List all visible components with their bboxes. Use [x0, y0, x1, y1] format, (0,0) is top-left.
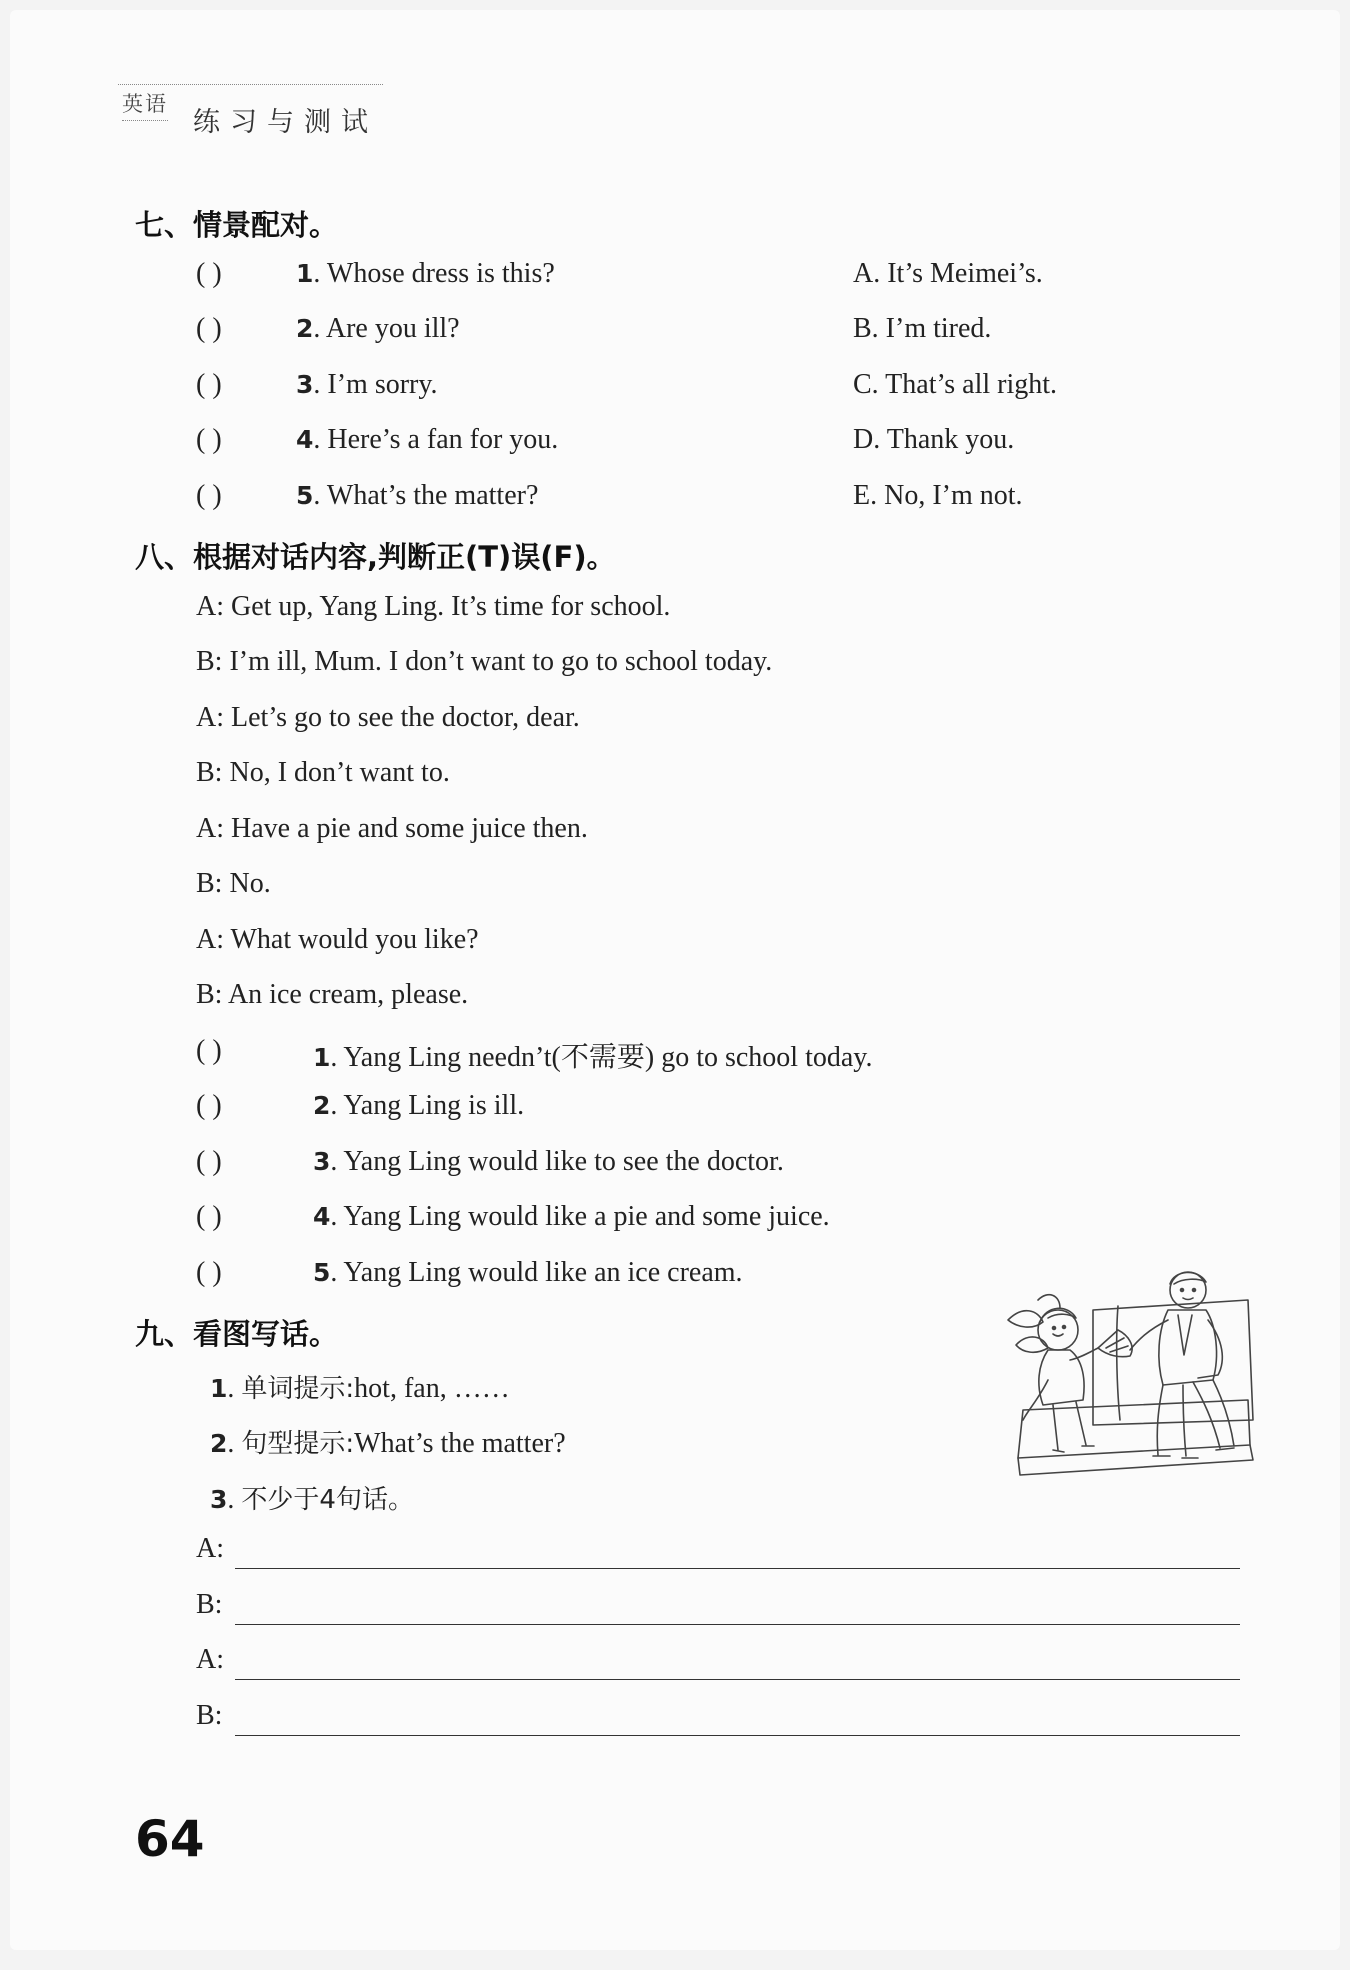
answer-line[interactable] [235, 1679, 1240, 1680]
speaker-label: B: [196, 868, 223, 899]
answer-option: B. I’m tired. [853, 313, 992, 344]
item-number: 1 [210, 1374, 228, 1403]
dialogue-text: I’m ill, Mum. I don’t want to go to school today. [229, 646, 773, 677]
statement-line: 4. Yang Ling would like a pie and some juice. [313, 1201, 830, 1232]
question-text: I’m sorry. [327, 369, 438, 400]
question-line: 4. Here’s a fan for you. [296, 424, 559, 455]
dialogue-line [196, 591, 670, 623]
statement-text: Yang Ling is ill. [343, 1090, 525, 1121]
speaker-label: A: [196, 924, 224, 955]
subject-label: 英语 [122, 88, 168, 121]
header-rule [118, 84, 383, 85]
question-text: What’s the matter? [326, 480, 539, 511]
answer-option: E. No, I’m not. [853, 480, 1023, 511]
speaker-label: B: [196, 646, 223, 677]
item-number: 2 [313, 1091, 331, 1120]
answer-blank[interactable]: ( ) [196, 258, 222, 289]
statement-line: 3. Yang Ling would like to see the doctor. [313, 1146, 784, 1177]
item-number: 1 [296, 259, 314, 288]
question-text: Here’s a fan for you. [327, 424, 559, 455]
item-number: 1 [313, 1043, 331, 1072]
hint-prefix: 句型提示: [241, 1429, 355, 1459]
item-number: 4 [296, 425, 314, 454]
question-text: Whose dress is this? [326, 258, 555, 289]
answer-blank[interactable]: ( ) [196, 313, 222, 344]
hint-prefix: 单词提示: [241, 1374, 355, 1404]
workbook-page [10, 10, 1340, 1950]
answer-line[interactable] [235, 1735, 1240, 1736]
answer-line[interactable] [235, 1624, 1240, 1625]
statement-text: Yang Ling would like to see the doctor. [343, 1146, 784, 1177]
dialogue-line [196, 924, 479, 956]
item-number: 5 [313, 1258, 331, 1287]
dialogue-text: What would you like? [230, 924, 479, 955]
answer-blank[interactable]: ( ) [196, 424, 222, 455]
question-text: Are you ill? [325, 313, 460, 344]
item-number: 3 [210, 1485, 228, 1514]
answer-option: C. That’s all right. [853, 369, 1058, 400]
hint-line: 2. 句型提示:What’s the matter? [210, 1428, 566, 1459]
page-number: 64 [135, 1810, 205, 1868]
hint-line: 1. 单词提示:hot, fan, …… [210, 1373, 510, 1404]
item-number: 3 [313, 1147, 331, 1176]
father-and-child-illustration [998, 1260, 1260, 1495]
hint-prefix: 不少于4句话。 [241, 1485, 414, 1515]
answer-line[interactable] [235, 1568, 1240, 1569]
speaker-label: A: [196, 1533, 224, 1564]
speaker-label: B: [196, 1589, 223, 1620]
statement-text: Yang Ling would like a pie and some juice. [343, 1201, 830, 1232]
dialogue-text: Let’s go to see the doctor, dear. [231, 702, 580, 733]
question-line: 2. Are you ill? [296, 313, 460, 344]
section-8-heading: 八、根据对话内容,判断正(T)误(F)。 [135, 540, 616, 574]
dialogue-line [196, 813, 588, 845]
statement-text: Yang Ling would like an ice cream. [343, 1257, 743, 1288]
answer-option: D. Thank you. [853, 424, 1015, 455]
answer-blank[interactable]: ( ) [196, 1090, 222, 1121]
speaker-label: B: [196, 757, 223, 788]
statement-line: 1. Yang Ling needn’t(不需要) go to school today. [313, 1042, 873, 1073]
section-9-heading: 九、看图写话。 [135, 1317, 339, 1351]
speaker-label: A: [196, 1644, 224, 1675]
answer-option: A. It’s Meimei’s. [853, 258, 1043, 289]
answer-blank[interactable]: ( ) [196, 1146, 222, 1177]
dialogue-text: Get up, Yang Ling. It’s time for school. [231, 591, 671, 622]
dialogue-line [196, 868, 271, 900]
hint-text: What’s the matter? [354, 1428, 566, 1459]
dialogue-line [196, 757, 450, 789]
dialogue-line [196, 979, 468, 1011]
statement-line: 2. Yang Ling is ill. [313, 1090, 525, 1121]
section-7-heading: 七、情景配对。 [135, 208, 339, 242]
answer-blank[interactable]: ( ) [196, 1257, 222, 1288]
dialogue-text: No, I don’t want to. [229, 757, 450, 788]
speaker-label: B: [196, 1700, 223, 1731]
item-number: 2 [210, 1429, 228, 1458]
statement-text: Yang Ling needn’t(不需要) go to school today. [343, 1042, 873, 1073]
item-number: 5 [296, 481, 314, 510]
statement-line: 5. Yang Ling would like an ice cream. [313, 1257, 743, 1288]
speaker-label: B: [196, 979, 223, 1010]
item-number: 3 [296, 370, 314, 399]
book-title: 练习与测试 [193, 107, 378, 138]
answer-blank[interactable]: ( ) [196, 480, 222, 511]
speaker-label: A: [196, 591, 224, 622]
question-line: 1. Whose dress is this? [296, 258, 555, 289]
answer-blank[interactable]: ( ) [196, 1035, 222, 1066]
speaker-label: A: [196, 702, 224, 733]
question-line: 5. What’s the matter? [296, 480, 539, 511]
answer-blank[interactable]: ( ) [196, 369, 222, 400]
dialogue-text: An ice cream, please. [227, 979, 469, 1010]
hint-text: hot, fan, …… [354, 1373, 510, 1404]
hint-line: 3. 不少于4句话。 [210, 1484, 414, 1515]
item-number: 2 [296, 314, 314, 343]
answer-blank[interactable]: ( ) [196, 1201, 222, 1232]
speaker-label: A: [196, 813, 224, 844]
question-line: 3. I’m sorry. [296, 369, 438, 400]
dialogue-line [196, 646, 772, 678]
item-number: 4 [313, 1202, 331, 1231]
dialogue-text: No. [229, 868, 271, 899]
dialogue-text: Have a pie and some juice then. [231, 813, 588, 844]
dialogue-line [196, 702, 580, 734]
